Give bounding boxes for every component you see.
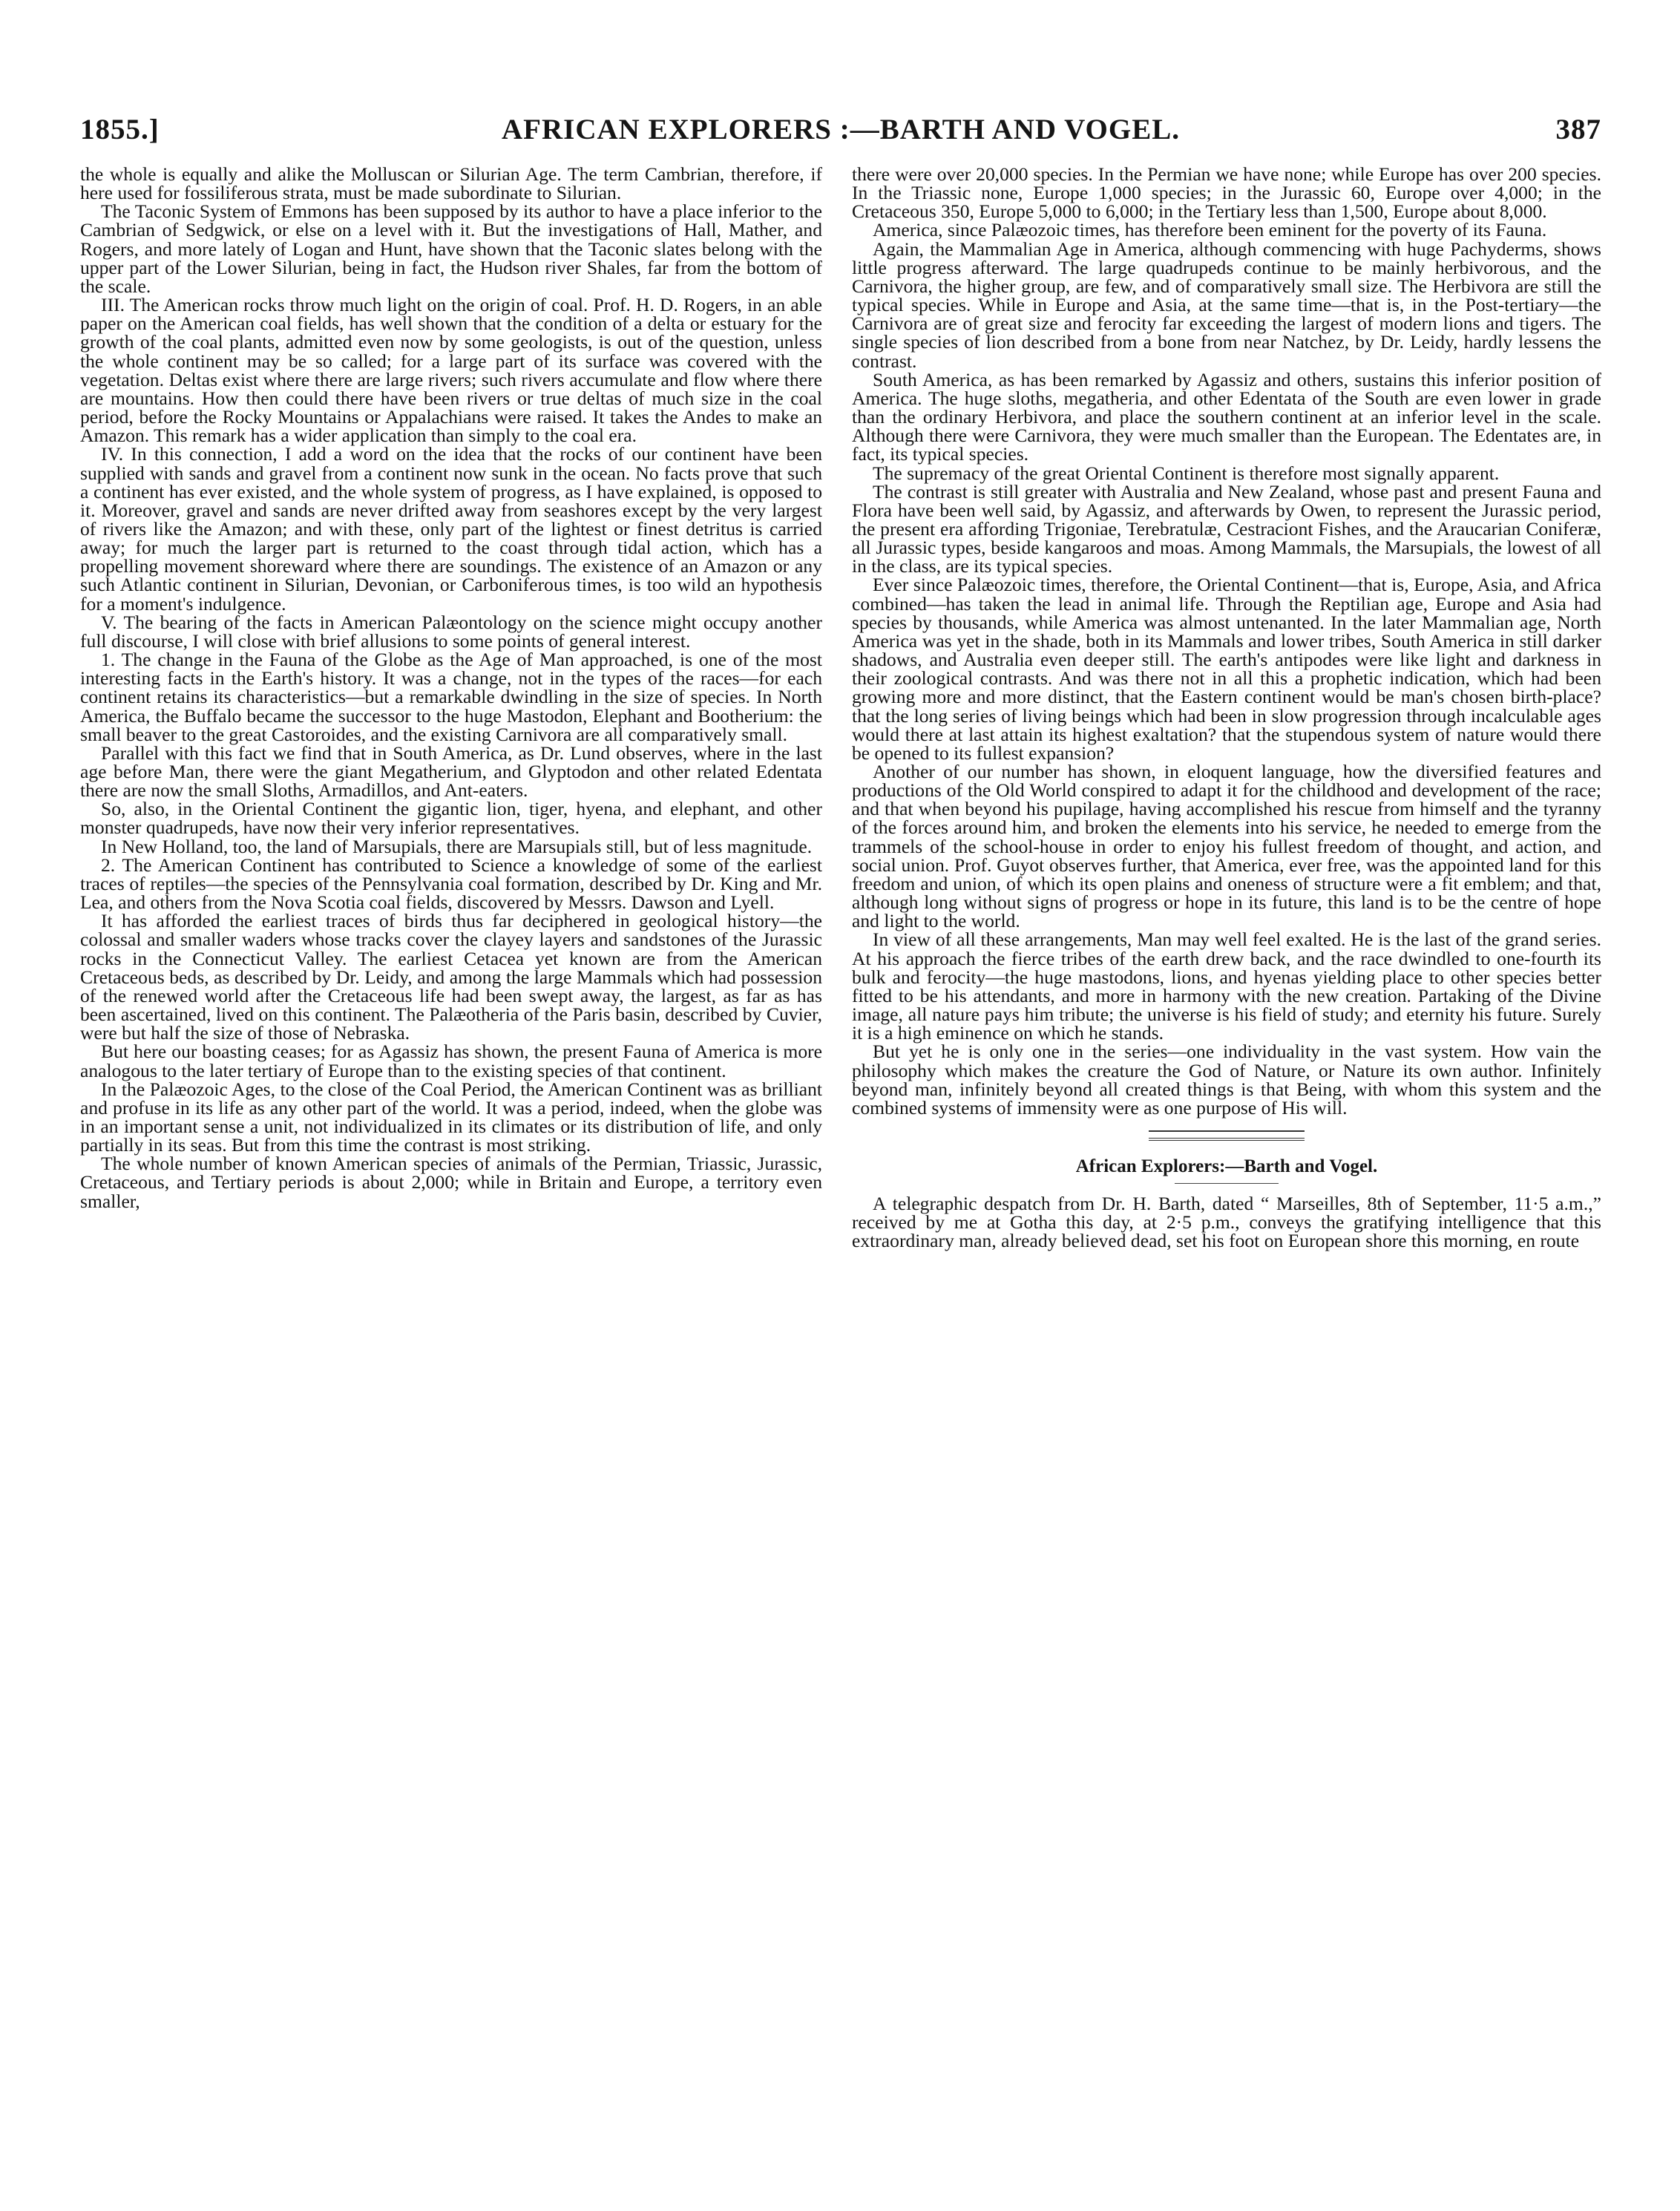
paragraph: Another of our number has shown, in eloquent language, how the diversified features and productions of the Old World conspired to adapt it for the childhood and development of the race; and that when beyond his pupilage, having accomplished his rescue from himself and the tyranny of the forces around him, and broken the elements into his service, he needed to emerge from the trammels of the school-house in order to enjoy his fullest freedom of thought, and action, and social union. Prof. Guyot observes further, that America, ever free, was the appointed land for this freedom and union, of which its open plains and oneness of structure were a fit emblem; and that, although long without signs of progress or hope in its future, this land is to be the centre of hope and light to the world. — [852, 761, 1601, 932]
paragraph: So, also, in the Oriental Continent the gigantic lion, tiger, hyena, and elephant, and other monster quadrupeds, have now their very inferior representatives. — [80, 798, 822, 839]
paragraph: In view of all these arrangements, Man may well feel exalted. He is the last of the grand series. At his approach the fierce tribes of the earth drew back, and the race dwindled to one-fourth its bulk and ferocity—the huge mastodons, lions, and hyenas yielding place to other species better fitted to be his attendants, and more in harmony with the new creation. Partaking of the Divine image, all nature pays him tribute; the universe is his field of study; and eternity his future. Surely it is a high eminence on which he stands. — [852, 928, 1601, 1044]
paragraph: In the Palæozoic Ages, to the close of the Coal Period, the American Continent was as brilliant and profuse in its life as any other part of the world. It was a period, indeed, when the globe was in an important sense a unit, not individualized in its climates or its distribution of life, and only partially in its seas. But from this time the contrast is most striking. — [80, 1078, 822, 1156]
page-header — [80, 105, 1601, 154]
section-heading: African Explorers:—Barth and Vogel. — [1075, 1156, 1378, 1176]
paragraph: V. The bearing of the facts in American Palæontology on the science might occupy another full discourse, I will close with brief allusions to some points of general interest. — [80, 611, 822, 652]
paragraph: there were over 20,000 species. In the Permian we have none; while Europe has over 200 species. In the Triassic none, Europe 1,000 species; in the Jurassic 60, Europe over 4,000; in the Cretaceous 350, Europe 5,000 to 6,000; in the Tertiary less than 1,500, Europe about 8,000. — [852, 165, 1601, 223]
paragraph: South America, as has been remarked by Agassiz and others, sustains this inferior position of America. The huge sloths, megatheria, and other Edentata of the South are even lower in grade than the ordinary Herbivora, and place the southern continent at an inferior level in the scale. Although there were Carnivora, they were much smaller than the European. The Edentates are, in fact, its typical species. — [852, 368, 1601, 465]
paragraph: But yet he is only one in the series—one individuality in the vast system. How vain the philosophy which makes the creature the God of Nature, or Nature its own author. Infinitely beyond man, infinitely beyond all created things is that Being, with whom this system and the combined systems of immensity were as one purpose of His will. — [852, 1041, 1601, 1118]
paragraph: The Taconic System of Emmons has been supposed by its author to have a place inferior to the Cambrian of Sedgwick, or else on a level with it. But the investigations of Hall, Mather, and Rogers, and more lately of Logan and Hunt, have shown that the Taconic slates belong with the upper part of the Lower Silurian, being in fact, the Hudson river Shales, far from the bottom of the scale. — [80, 200, 822, 297]
paragraph: It has afforded the earliest traces of birds thus far deciphered in geological history—the colossal and smaller waders whose tracks cover the clayey layers and sandstones of the Jurassic rocks in the Connecticut Valley. The earliest Cetacea yet known are from the American Cretaceous beds, as described by Dr. Leidy, and among the large Mammals which had possession of the renewed world after the Cretaceous life had been swept away, the largest, as far as has been ascertained, lived on this continent. The Palæotheria of the Paris basin, described by Cuvier, were but half the size of those of Nebraska. — [80, 910, 822, 1044]
paragraph: 1. The change in the Fauna of the Globe as the Age of Man approached, is one of the most interesting facts in the Earth's history. It was a change, not in the types of the races—for each continent retains its characteristics—but a remarkable dwindling in the size of species. In North America, the Buffalo became the successor to the huge Mastodon, Elephant and Bootherium: the small beaver to the great Castoroides, and the existing Carnivora are all comparatively small. — [80, 649, 822, 745]
header-title: AFRICAN EXPLORERS :—BARTH AND VOGEL. — [502, 114, 1180, 145]
paragraph: A telegraphic despatch from Dr. H. Barth, dated “ Marseilles, 8th of September, 11·5 a.m.,” received by me at Gotha this day, at 2·5 p.m., conveys the gratifying intelligence that this extraordinary man, already believed dead, set his foot on European shore this morning, en route — [852, 1193, 1601, 1252]
paragraph: The contrast is still greater with Australia and New Zealand, whose past and present Fauna and Flora have been well said, by Agassiz, and afterwards by Owen, to represent the Jurassic period, the present era affording Trigoniae, Terebratulæ, Cestraciont Fishes, and the Araucarian Coniferæ, all Jurassic types, beside kangaroos and moas. Among Mammals, the Marsupials, the lowest of all in the class, are its typical species. — [852, 480, 1601, 577]
section-divider — [1149, 1130, 1305, 1132]
paragraph: America, since Palæozoic times, has therefore been eminent for the poverty of its Fauna. — [873, 219, 1547, 241]
right-column — [852, 165, 1601, 2198]
paragraph: Parallel with this fact we find that in South America, as Dr. Lund observes, where in the last age before Man, there were the giant Megatherium, and Glyptodon and other related Edentata there are now the small Sloths, Armadillos, and Ant-eaters. — [80, 741, 822, 802]
header-year: 1855.] — [80, 114, 160, 145]
paragraph: Again, the Mammalian Age in America, although commencing with huge Pachyderms, shows little progress afterward. The large quadrupeds continue to be mainly herbivorous, and the Carnivora, the higher group, are few, and of comparatively small size. The Herbivora are still the typical species. While in Europe and Asia, at the same time—that is, in the Post-tertiary—the Carnivora are of great size and ferocity far exceeding the largest of modern lions and tigers. The single species of lion described from a bone from near Natchez, by Dr. Leidy, hardly lessens the contrast. — [852, 238, 1601, 372]
section-divider-double — [1149, 1138, 1305, 1141]
paragraph: Ever since Palæozoic times, therefore, the Oriental Continent—that is, Europe, Asia, and Africa combined—has taken the lead in animal life. Through the Reptilian age, Europe and Asia had species by thousands, while America was almost untenanted. In the later Mammalian age, North America was yet in the shade, both in its Mammals and lower tribes, South America in still darker shadows, and Australia even deeper still. The earth's antipodes were like light and darkness in their zoological contrasts. And was there not in all this a prophetic indication, which had been growing more and more distinct, that the Eastern continent would be man's chosen birth-place? that the long series of living beings which had been in slow progression through incalculable ages would there at last attain its highest exaltation? that the stupendous system of nature would there be opened to its fullest expansion? — [852, 574, 1601, 764]
paragraph: But here our boasting ceases; for as Agassiz has shown, the present Fauna of America is more analogous to the later tertiary of Europe than to the existing species of that continent. — [80, 1041, 822, 1081]
page-number: 387 — [1555, 114, 1601, 145]
paragraph: The whole number of known American species of animals of the Permian, Triassic, Jurassic, Cretaceous, and Tertiary periods is about 2,000; while in Britain and Europe, a territory even smaller, — [80, 1153, 822, 1212]
heading-rule — [1175, 1183, 1279, 1184]
paragraph: 2. The American Continent has contributed to Science a knowledge of some of the earliest traces of reptiles—the species of the Pennsylvania coal formation, described by Dr. King and Mr. Lea, and others from the Nova Scotia coal fields, discovered by Messrs. Dawson and Lyell. — [80, 854, 822, 914]
paragraph: III. The American rocks throw much light on the origin of coal. Prof. H. D. Rogers, in an able paper on the American coal fields, has well shown that the condition of a delta or estuary for the growth of the coal plants, admitted even now by some geologists, is out of the question, unless the whole continent may be so called; for a large part of its surface was covered with the vegetation. Deltas exist where there are large rivers; such rivers accumulate and flow where there are mountains. How then could there have been rivers or true deltas of much size in the coal period, before the Rocky Mountains or Appalachians were raised. It takes the Andes to make an Amazon. This remark has a wider application than simply to the coal era. — [80, 294, 822, 447]
left-column — [80, 165, 822, 2198]
paragraph: In New Holland, too, the land of Marsupials, there are Marsupials still, but of less magnitude. — [101, 835, 813, 857]
paragraph: IV. In this connection, I add a word on the idea that the rocks of our continent have been supplied with sands and gravel from a continent now sunk in the ocean. No facts prove that such a continent has ever existed, and the whole system of progress, as I have explained, is opposed to it. Moreover, gravel and sands are never drifted away from seashores except by the very largest of rivers like the Amazon; and with these, only part of the lightest or finest detritus is carried away; for much the larger part is returned to the coast through tidal action, which has a propelling movement shoreward where there are soundings. The existence of an Amazon or any such Atlantic continent in Silurian, Devonian, or Carboniferous times, is too wild an hypothesis for a moment's indulgence. — [80, 443, 822, 615]
paragraph: The supremacy of the great Oriental Continent is therefore most signally apparent. — [873, 462, 1500, 484]
paragraph: the whole is equally and alike the Molluscan or Silurian Age. The term Cambrian, therefore, if here used for fossiliferous strata, must be made subordinate to Silurian. — [80, 165, 822, 204]
